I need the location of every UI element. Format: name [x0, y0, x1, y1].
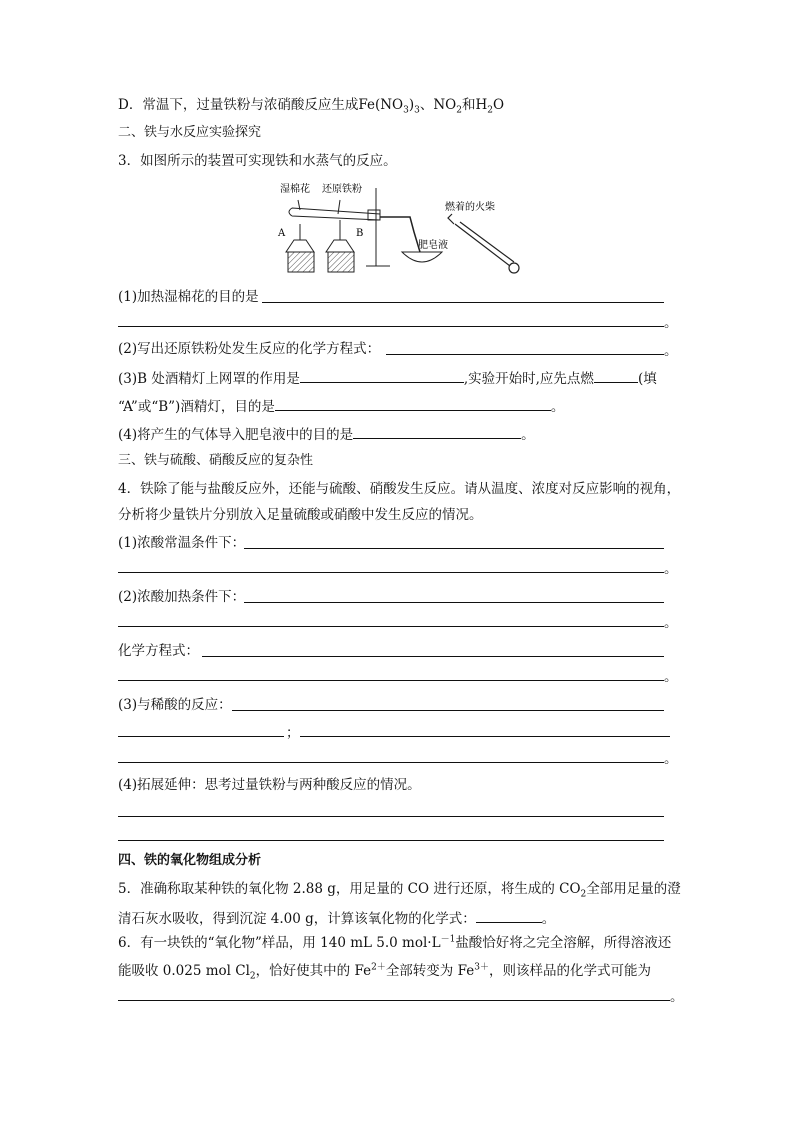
q4-part-1: (1)浓酸常温条件下：	[118, 535, 246, 551]
alcohol-lamp-b	[326, 220, 354, 272]
soap-basin	[402, 252, 442, 262]
q4-eq-answer-line-b[interactable]	[118, 680, 664, 681]
q5-answer-blank[interactable]	[476, 908, 542, 923]
q3-part-1: (1)加热湿棉花的目的是	[118, 289, 259, 305]
q6-line-b: 能吸收 0.025 mol $Cl_2$，恰好使其中的 $Fe^{2+}$全部转变为 $Fe^{3+}$，则该样品的化学式可能为	[118, 962, 651, 982]
label-b: B	[356, 228, 364, 239]
q6-answer-line[interactable]	[118, 1000, 670, 1001]
retort-stand	[366, 188, 390, 266]
q4-2-period: 。	[664, 615, 678, 631]
q6-period: 。	[670, 989, 684, 1005]
section-4-heading: 四、铁的氧化物组成分析	[118, 853, 262, 868]
q4-2-answer-line-a[interactable]	[244, 602, 664, 603]
delivery-tube	[380, 217, 420, 252]
q4-eq-period: 。	[664, 669, 678, 685]
q4-1-answer-line-a[interactable]	[244, 548, 664, 549]
q3-part-4: (4)将产生的气体导入肥皂液中的目的是 。	[118, 424, 535, 444]
test-tube	[289, 200, 380, 220]
q4-part-4: (4)拓展延伸：思考过量铁粉与两种酸反应的情况。	[118, 777, 421, 793]
q3-part-3: (3)B 处酒精灯上网罩的作用是 ,实验开始时,应先点燃 (填	[118, 368, 657, 388]
q3-3-blank-3[interactable]	[275, 396, 551, 411]
section-2-heading: 二、铁与水反应实验探究	[118, 125, 262, 140]
tongs-with-match	[448, 214, 519, 273]
question-3: 3．如图所示的装置可实现铁和水蒸气的反应。	[118, 153, 397, 169]
q3-3-blank-2[interactable]	[594, 368, 638, 383]
q4-3-answer-line-c[interactable]	[300, 736, 670, 737]
q5-line-b: 清石灰水吸收，得到沉淀 4.00 g，计算该氧化物的化学式： 。	[118, 908, 555, 928]
q3-3-blank-1[interactable]	[300, 368, 464, 383]
q5-line-a: 5．准确称取某种铁的氧化物 2.88 g，用足量的 CO 进行还原，将生成的 $CO_2$全部用足量的澄	[118, 881, 681, 900]
q3-part-2: (2)写出还原铁粉处发生反应的化学方程式：	[118, 341, 381, 357]
q4-3-period: 。	[664, 751, 678, 767]
alcohol-lamp-a	[286, 224, 314, 272]
q6-line-a: 6．有一块铁的“氧化物”样品，用 140 mL 5.0 $mol\cdot L^{-1}$盐酸恰好将之完全溶解，所得溶液还	[118, 934, 672, 951]
q4-2-answer-line-b[interactable]	[118, 626, 664, 627]
q4-3-semicolon: ；	[286, 725, 300, 741]
q3-2-period: 。	[664, 343, 678, 359]
label-soap-solution: 肥皂液	[418, 240, 448, 251]
q3-4-blank[interactable]	[353, 424, 521, 439]
label-a: A	[278, 228, 286, 239]
label-burning-match: 燃着的火柴	[445, 202, 495, 213]
label-wet-cotton: 湿棉花	[280, 184, 310, 195]
q4-4-answer-line-a[interactable]	[118, 816, 664, 817]
q4-eq-answer-line-a[interactable]	[202, 656, 664, 657]
q4-part-2: (2)浓酸加热条件下：	[118, 589, 246, 605]
q4-3-answer-line-b[interactable]	[118, 736, 284, 737]
q3-1-period: 。	[664, 315, 678, 331]
q4-3-answer-line-d[interactable]	[118, 762, 664, 763]
label-iron-powder: 还原铁粉	[322, 184, 362, 195]
q3-part-3-cont: “A”或“B”)酒精灯，目的是 。	[118, 396, 564, 416]
q3-1-answer-line-a[interactable]	[262, 302, 664, 303]
q4-1-answer-line-b[interactable]	[118, 572, 664, 573]
apparatus-figure	[270, 180, 540, 280]
q4-3-answer-line-a[interactable]	[232, 710, 664, 711]
q4-1-period: 。	[664, 561, 678, 577]
q3-2-answer-line[interactable]	[386, 354, 664, 355]
q4-part-3: (3)与稀酸的反应：	[118, 697, 232, 713]
q4-4-answer-line-b[interactable]	[118, 840, 664, 841]
section-3-heading: 三、铁与硫酸、硝酸反应的复杂性	[118, 453, 314, 468]
option-d: D．常温下，过量铁粉与浓硝酸反应生成$Fe(NO_3)_3$、$NO_2$和$H_2O$	[118, 97, 505, 116]
q3-1-answer-line-b[interactable]	[118, 326, 664, 327]
q4-line-a: 4．铁除了能与盐酸反应外，还能与硫酸、硝酸发生反应。请从温度、浓度对反应影响的视角，	[118, 481, 681, 497]
q4-line-b: 分析将少量铁片分别放入足量硫酸或硝酸中发生反应的情况。	[118, 507, 483, 523]
q4-equation: 化学方程式：	[118, 643, 199, 659]
